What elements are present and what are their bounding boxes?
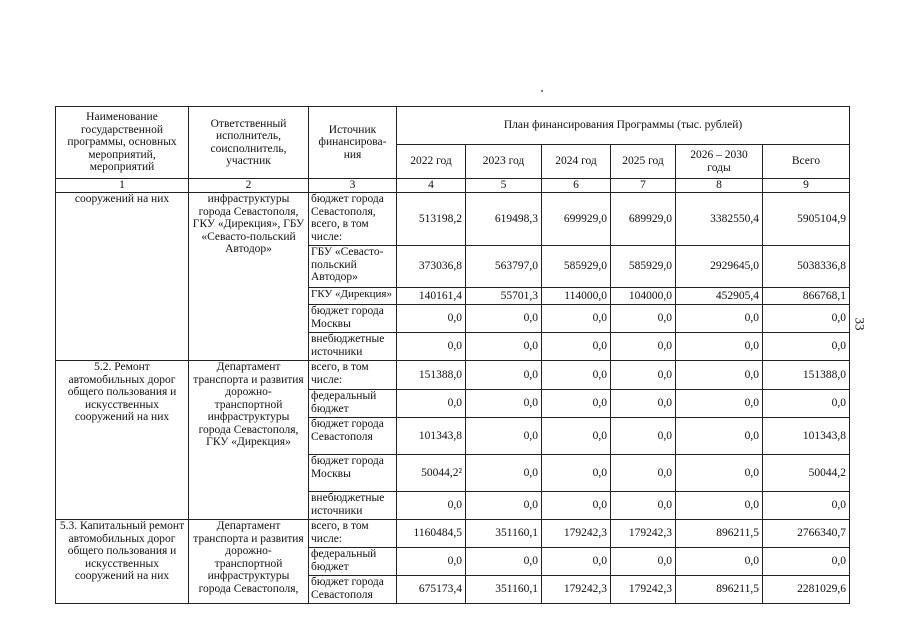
value-cell: 0,0 — [542, 548, 611, 576]
value-cell: 0,0 — [763, 492, 850, 520]
value-cell: 2766340,7 — [763, 520, 850, 548]
header-year-2025: 2025 год — [611, 145, 676, 179]
value-cell: 0,0 — [763, 548, 850, 576]
value-cell: 619498,3 — [466, 193, 542, 246]
value-cell: 0,0 — [542, 418, 611, 455]
value-cell: 140161,4 — [397, 288, 466, 305]
value-cell: 0,0 — [676, 492, 763, 520]
source-cell: внебюджетные источники — [309, 333, 397, 361]
value-cell: 373036,8 — [397, 246, 466, 288]
value-cell: 0,0 — [397, 305, 466, 333]
value-cell: 866768,1 — [763, 288, 850, 305]
value-cell: 0,0 — [676, 418, 763, 455]
value-cell: 0,0 — [397, 390, 466, 418]
value-cell: 0,0 — [397, 333, 466, 361]
header-year-2026-2030: 2026 – 2030 годы — [676, 145, 763, 179]
executor-cell: инфраструктуры города Севастополя, ГКУ «Дирекция», ГБУ «Севасто-польский Автодор» — [189, 193, 309, 361]
value-cell: 0,0 — [466, 548, 542, 576]
column-number: 8 — [676, 179, 763, 193]
executor-cell: Департамент транспорта и развития дорожно-транспортной инфраструктуры города Севастополя, — [189, 520, 309, 604]
column-number: 2 — [189, 179, 309, 193]
header-year-2023: 2023 год — [466, 145, 542, 179]
value-cell: 5038336,8 — [763, 246, 850, 288]
program-cell: 5.3. Капитальный ремонт автомобильных дорог общего пользования и искусственных сооружений на них — [56, 520, 189, 604]
value-cell: 0,0 — [466, 455, 542, 492]
column-number: 1 — [56, 179, 189, 193]
value-cell: 675173,4 — [397, 576, 466, 604]
source-cell: бюджет города Москвы — [309, 455, 397, 492]
value-cell: 0,0 — [397, 548, 466, 576]
value-cell: 0,0 — [676, 455, 763, 492]
value-cell: 3382550,4 — [676, 193, 763, 246]
value-cell: 0,0 — [397, 492, 466, 520]
value-cell: 2281029,6 — [763, 576, 850, 604]
page-number: 33 — [852, 317, 868, 331]
header-executor: Ответственный исполнитель, соисполнитель, участник — [189, 107, 309, 179]
value-cell: 5905104,9 — [763, 193, 850, 246]
value-cell: 114000,0 — [542, 288, 611, 305]
value-cell: 104000,0 — [611, 288, 676, 305]
value-cell: 151388,0 — [763, 361, 850, 390]
value-cell: 1160484,5 — [397, 520, 466, 548]
value-cell: 585929,0 — [611, 246, 676, 288]
value-cell: 55701,3 — [466, 288, 542, 305]
value-cell: 179242,3 — [611, 576, 676, 604]
value-cell: 0,0 — [611, 361, 676, 390]
value-cell: 0,0 — [611, 418, 676, 455]
value-cell: 0,0 — [611, 455, 676, 492]
value-cell: 0,0 — [676, 333, 763, 361]
header-program: Наименование государственной программы, основных мероприятий, мероприятий — [56, 107, 189, 179]
header-year-2022: 2022 год — [397, 145, 466, 179]
column-number: 5 — [466, 179, 542, 193]
value-cell: 0,0 — [466, 418, 542, 455]
value-cell: 0,0 — [611, 333, 676, 361]
source-cell: ГБУ «Севасто-польский Автодор» — [309, 246, 397, 288]
value-cell: 179242,3 — [542, 576, 611, 604]
value-cell: 0,0 — [542, 492, 611, 520]
value-cell: 351160,1 — [466, 520, 542, 548]
value-cell: 0,0 — [542, 455, 611, 492]
value-cell: 101343,8 — [763, 418, 850, 455]
column-number: 9 — [763, 179, 850, 193]
source-cell: внебюджетные источники — [309, 492, 397, 520]
value-cell: 0,0 — [611, 390, 676, 418]
value-cell: 0,0 — [763, 333, 850, 361]
value-cell: 0,0 — [466, 305, 542, 333]
value-cell: 351160,1 — [466, 576, 542, 604]
value-cell: 585929,0 — [542, 246, 611, 288]
value-cell: 0,0 — [542, 305, 611, 333]
source-cell: федеральный бюджет — [309, 390, 397, 418]
value-cell: 513198,2 — [397, 193, 466, 246]
value-cell: 0,0 — [611, 492, 676, 520]
value-cell: 0,0 — [676, 361, 763, 390]
executor-cell: Департамент транспорта и развития дорожно-транспортной инфраструктуры города Севастополя, ГКУ «Дирекция» — [189, 361, 309, 520]
value-cell: 0,0 — [763, 305, 850, 333]
value-cell: 452905,4 — [676, 288, 763, 305]
source-cell: бюджет города Севастополя — [309, 418, 397, 455]
value-cell: 0,0 — [466, 390, 542, 418]
value-cell: 50044,2 — [763, 455, 850, 492]
source-cell: федеральный бюджет — [309, 548, 397, 576]
page-dot-mark — [541, 90, 543, 92]
value-cell: 0,0 — [676, 548, 763, 576]
value-cell: 151388,0 — [397, 361, 466, 390]
value-cell: 0,0 — [466, 333, 542, 361]
source-cell: ГКУ «Дирекция» — [309, 288, 397, 305]
source-cell: бюджет города Севастополя — [309, 576, 397, 604]
value-cell: 0,0 — [542, 390, 611, 418]
column-number: 6 — [542, 179, 611, 193]
value-cell: 0,0 — [676, 305, 763, 333]
value-cell: 0,0 — [466, 361, 542, 390]
header-year-2024: 2024 год — [542, 145, 611, 179]
source-cell: бюджет города Москвы — [309, 305, 397, 333]
source-cell: всего, в том числе: — [309, 520, 397, 548]
value-cell: 0,0 — [611, 548, 676, 576]
value-cell: 0,0 — [542, 361, 611, 390]
value-cell: 101343,8 — [397, 418, 466, 455]
value-cell: 0,0 — [466, 492, 542, 520]
source-cell: бюджет города Севастополя, всего, в том числе: — [309, 193, 397, 246]
column-number: 7 — [611, 179, 676, 193]
source-cell: всего, в том числе: — [309, 361, 397, 390]
value-cell: 0,0 — [542, 333, 611, 361]
value-cell: 50044,2² — [397, 455, 466, 492]
value-cell: 2929645,0 — [676, 246, 763, 288]
value-cell: 699929,0 — [542, 193, 611, 246]
value-cell: 896211,5 — [676, 576, 763, 604]
column-number: 4 — [397, 179, 466, 193]
column-number: 3 — [309, 179, 397, 193]
value-cell: 0,0 — [763, 390, 850, 418]
financing-table — [55, 106, 850, 604]
header-plan: План финансирования Программы (тыс. рублей) — [397, 107, 850, 145]
value-cell: 689929,0 — [611, 193, 676, 246]
value-cell: 179242,3 — [611, 520, 676, 548]
value-cell: 896211,5 — [676, 520, 763, 548]
header-source: Источник финансирова-ния — [309, 107, 397, 179]
value-cell: 179242,3 — [542, 520, 611, 548]
value-cell: 0,0 — [611, 305, 676, 333]
value-cell: 563797,0 — [466, 246, 542, 288]
header-total: Всего — [763, 145, 850, 179]
value-cell: 0,0 — [676, 390, 763, 418]
program-cell: сооружений на них — [56, 193, 189, 361]
program-cell: 5.2. Ремонт автомобильных дорог общего пользования и искусственных сооружений на них — [56, 361, 189, 520]
